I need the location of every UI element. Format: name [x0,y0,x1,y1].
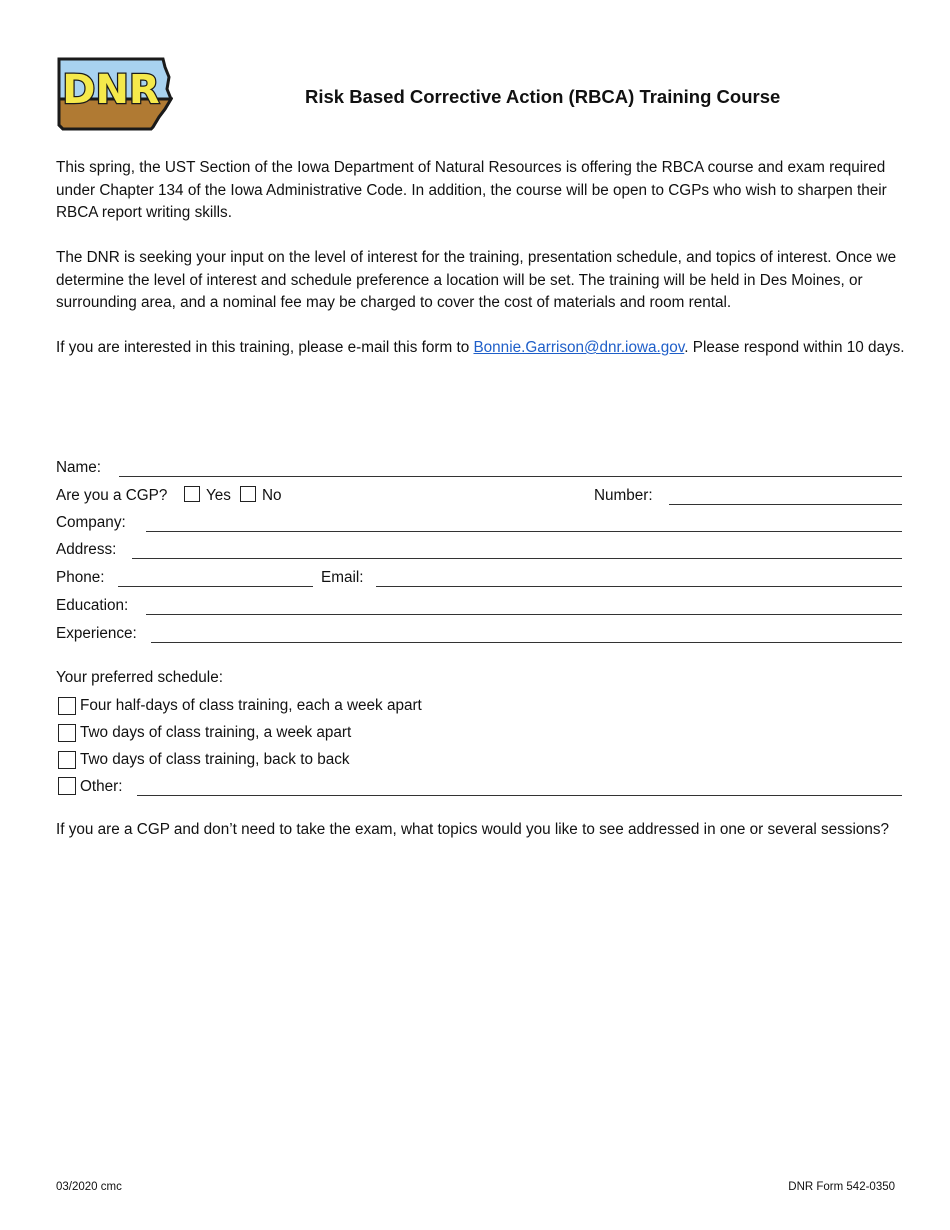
page-title: Risk Based Corrective Action (RBCA) Training Course [305,86,781,107]
cgp-yes-checkbox[interactable] [184,486,200,502]
schedule-option-label: Two days of class training, back to back [80,751,350,768]
intro-paragraph-2: The DNR is seeking your input on the level of interest for the training, presentation schedule, and topics of interest. Once we determine the level of interest and schedule preference a location will be set. The training will be held in Des Moines, or surrounding area, and a nominal fee may be charged to cover the cost of materials and room rental. [56,249,897,311]
cgp-number-field[interactable] [669,504,902,505]
address-label: Address: [56,541,117,558]
topics-question: If you are a CGP and don’t need to take the exam, what topics would you like to see addressed in one or several sessions? [56,821,890,838]
schedule-other-field[interactable] [137,795,902,796]
schedule-other-checkbox[interactable] [58,777,76,795]
address-field[interactable] [132,558,902,559]
schedule-option [56,695,902,719]
company-label: Company: [56,514,126,531]
dnr-logo-letters: DNR [62,67,160,113]
experience-label: Experience: [56,625,137,642]
schedule-heading-row [56,667,902,691]
cgp-number-label: Number: [594,487,653,504]
email-link[interactable]: Bonnie.Garrison@dnr.iowa.gov [473,339,685,356]
cgp-no-label: No [262,487,282,504]
schedule-option-label: Two days of class training, a week apart [80,724,352,741]
schedule-option-checkbox[interactable] [58,751,76,769]
cgp-no-checkbox[interactable] [240,486,256,502]
education-row [56,595,902,619]
schedule-option-label: Four half-days of class training, each a week apart [80,697,422,714]
company-field[interactable] [146,531,902,532]
footer-date: 03/2020 cmc [56,1181,122,1193]
experience-row [56,623,902,647]
company-row [56,512,902,536]
respond-text: . Please respond within 10 days. [684,339,905,356]
phone-label: Phone: [56,569,105,586]
cgp-yes-label: Yes [206,487,231,504]
address-row [56,539,902,563]
name-label: Name: [56,459,102,476]
schedule-other-row [56,776,902,800]
experience-field[interactable] [151,642,902,643]
instruction-text: If you are interested in this training, please e-mail this form to [56,339,474,356]
schedule-option [56,722,902,746]
name-row [56,457,902,481]
cgp-label: Are you a CGP? [56,487,168,504]
phone-email-row [56,567,902,591]
intro-paragraph-1: This spring, the UST Section of the Iowa Department of Natural Resources is offering the RBCA course and exam required under Chapter 134 of the Iowa Administrative Code. In addition, the course will be open to CGPs who wish to sharpen their RBCA report writing skills. [56,159,887,221]
cgp-row [56,485,902,509]
education-label: Education: [56,597,129,614]
schedule-other-label: Other: [80,778,123,795]
schedule-option-checkbox[interactable] [58,724,76,742]
schedule-option [56,749,902,773]
schedule-heading: Your preferred schedule: [56,669,223,686]
dnr-logo [55,55,173,133]
name-field[interactable] [119,476,902,477]
email-label: Email: [321,569,364,586]
education-field[interactable] [146,614,902,615]
footer-form-number: DNR Form 542-0350 [788,1181,895,1193]
phone-field[interactable] [118,586,313,587]
schedule-option-checkbox[interactable] [58,697,76,715]
intro-paragraph-3 [56,337,906,360]
email-field[interactable] [376,586,902,587]
